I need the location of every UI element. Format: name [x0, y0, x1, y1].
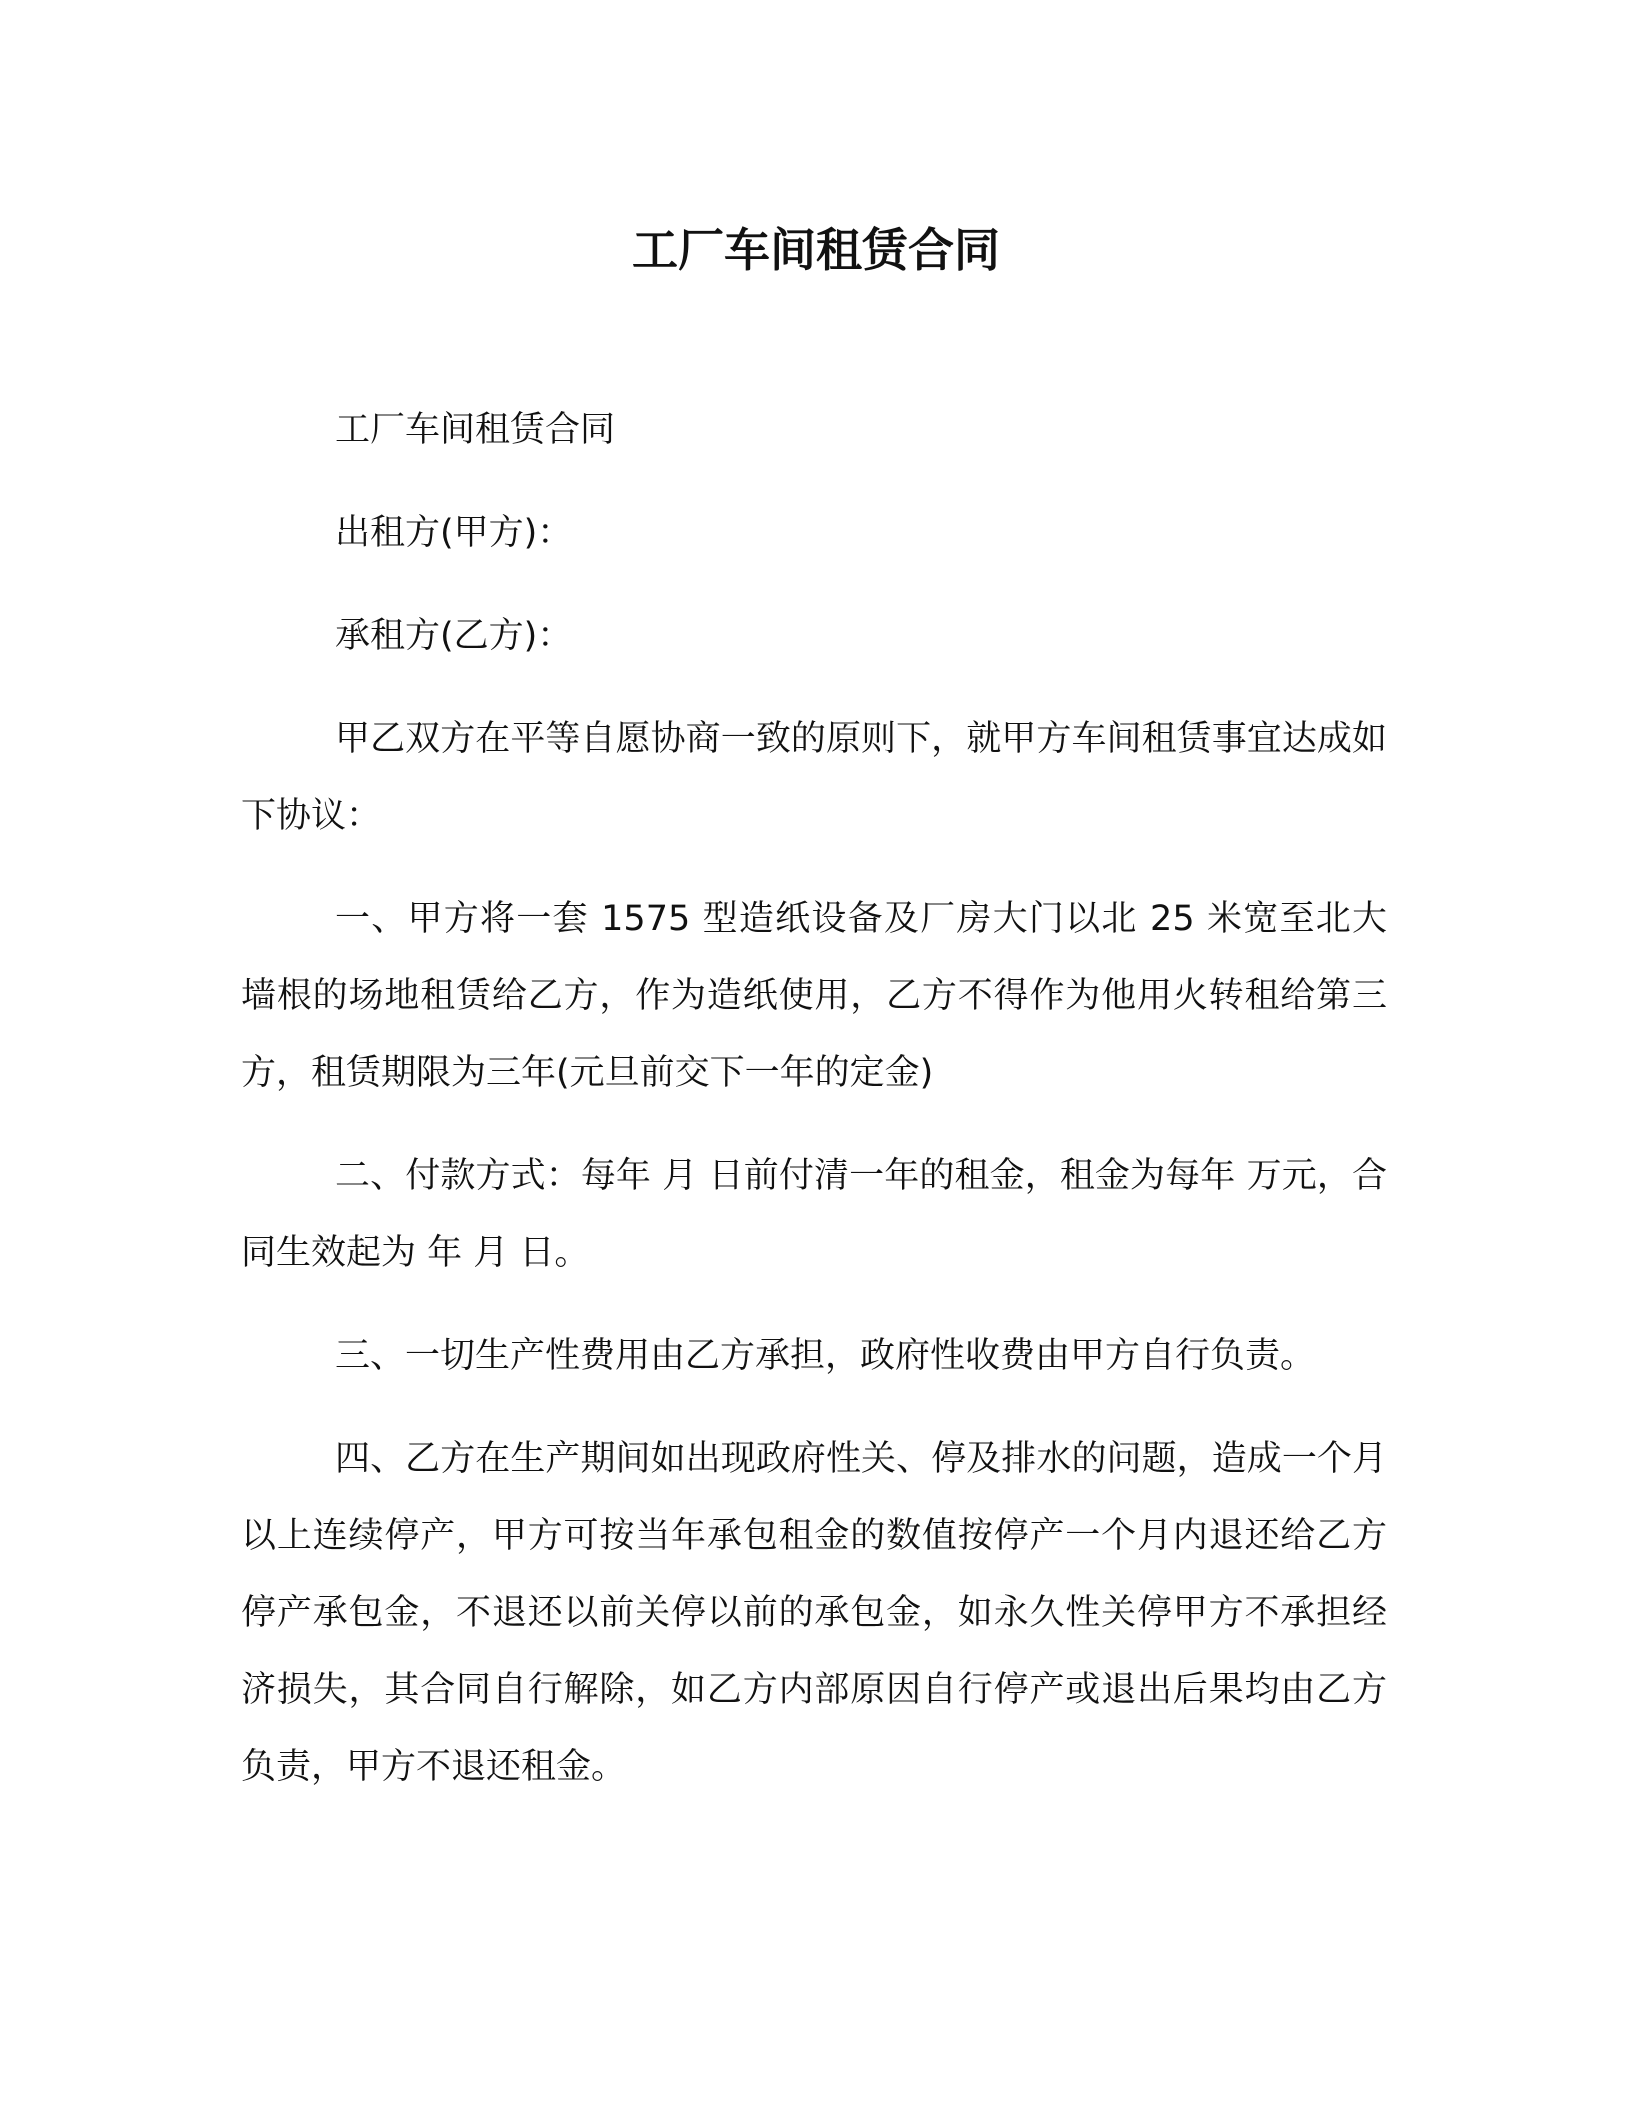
document-title: 工厂车间租赁合同 [632, 223, 1000, 277]
paragraph-clause-4: 四、乙方在生产期间如出现政府性关、停及排水的问题，造成一个月以上连续停产，甲方可按当年承包租金的数值按停产一个月内退还给乙方停产承包金，不退还以前关停以前的承包金，如永久性关停甲方不承担经济损失，其合同自行解除，如乙方内部原因自行停产或退出后果均由乙方负责，甲方不退还租金。 [241, 1439, 1387, 1787]
paragraph-clause-2: 二、付款方式：每年 月 日前付清一年的租金，租金为每年 万元，合同生效起为 年 月 日。 [241, 1156, 1387, 1273]
paragraph-lessor: 出租方(甲方)： [335, 513, 573, 553]
paragraph-lessee: 承租方(乙方)： [335, 616, 573, 656]
paragraph-subtitle: 工厂车间租赁合同 [335, 410, 616, 450]
paragraph-preamble: 甲乙双方在平等自愿协商一致的原则下，就甲方车间租赁事宜达成如下协议： [241, 719, 1387, 836]
paragraph-clause-3: 三、一切生产性费用由乙方承担，政府性收费由甲方自行负责。 [335, 1336, 1316, 1376]
document-body [241, 392, 1387, 1832]
paragraph-clause-1: 一、甲方将一套 1575 型造纸设备及厂房大门以北 25 米宽至北大墙根的场地租赁给乙方，作为造纸使用，乙方不得作为他用火转租给第三方，租赁期限为三年(元旦前交下一年的定金) [241, 899, 1387, 1093]
